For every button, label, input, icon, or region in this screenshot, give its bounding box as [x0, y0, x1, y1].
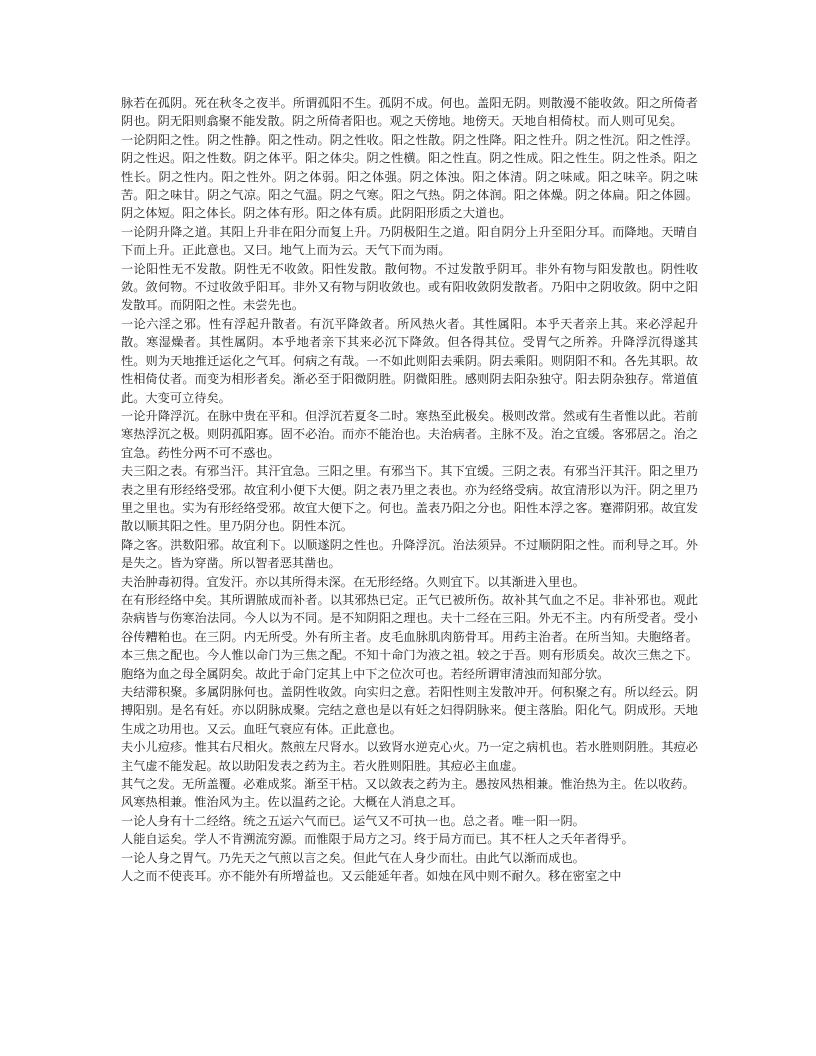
paragraph-twelve-channels: 一论人身有十二经络。统之五运六气而已。运气又不可执一也。总之者。唯一阳一阴。 — [121, 813, 585, 828]
paragraph-qi-emission: 其气之发。无所盖覆。必难成浆。渐至干枯。又以敛表之药为主。愚按风热相兼。惟治热为主。佐以收药。 — [121, 777, 695, 792]
paragraph-disperse-gather: 一论阳性无不发散。阴性无不收敛。阳性发散。散何物。不过发散乎阴耳。非外有物与阳发散也。阴性收敛。敛何物。不过收敛乎阳耳。非外又有物与阴收敛也。或有阳收敛阴发散者。乃阳中之阴收敛。阴中之阳发散耳。而阴阳之性。未尝先也。 — [121, 261, 698, 313]
paragraph-wind-cold-heat: 风寒热相兼。惟治风为主。佐以温药之论。大概在人消息之耳。 — [121, 795, 463, 810]
paragraph-pulse-float-sink: 一论升降浮沉。在脉中贵在平和。但浮沉若夏冬二时。寒热至此极矣。极则改常。然或有生者惟以此。若前寒热浮沉之极。则阴孤阳寡。固不必治。而亦不能治也。夫治病者。主脉不及。治之宜缓。客邪居之。治之宜急。药性分两不可不惑也。 — [121, 408, 698, 460]
paragraph-stomach-qi: 一论人身之胃气。乃先天之气煎以言之矣。但此气在人身少而壮。由此气以渐而成也。 — [121, 850, 585, 865]
paragraph-rise-fall: 一论阴升降之道。其阳上升非在阳分而复上升。乃阴极阳生之道。阳自阴分上升至阳分耳。而降地。天晴自下而上升。正此意也。又曰。地气上而为云。天气下而为雨。 — [121, 224, 698, 258]
paragraph-candle: 人之而不使丧耳。亦不能外有所增益也。又云能延年者。如烛在风中则不耐久。移在密室之中 — [121, 869, 622, 884]
paragraph-six-excesses: 一论六淫之邪。性有浮起升散者。有沉平降敛者。所风热火者。其性属阳。本乎天者亲上其。来必浮起升散。寒湿燥者。其性属阴。本乎地者亲下其来必沉下降敛。但各得其位。受胃气之所养。升降浮沉得遂其性。则为天地推迁运化之气耳。何病之有哉。一不如此则阳去乘阴。阴去乘阳。则阴阳不和。各先其职。故性相倚仗者。而变为相形者矣。渐必至于阳微阴胜。阴微阳胜。感则阴去阳杂独守。阳去阴杂独存。常道值此。大变可立待矣。 — [121, 316, 698, 405]
paragraph-channels-collaterals: 在有形经络中矣。其所谓脓成而补者。以其邪热已定。正气已被所伤。故补其气血之不足。非补邪也。观此杂病皆与伤寒治法同。今人以为不同。是不知阴阳之理也。夫十二经在三阳。外无不主。内有所受者。受小谷传糟粕也。在三阴。内无所受。外有所主者。皮毛血脉肌肉筋骨耳。用药主治者。在所当知。夫胞络者。本三焦之配也。今人惟以命门为三焦之配。不知十命门为液之祖。较之于吾。则有形质矣。故次三焦之下。胞络为血之母全属阴矣。故此于命门定其上中下之位次可也。若经所谓审清浊而知部分欤。 — [121, 592, 698, 681]
paragraph-three-yang-surface: 夫三阳之表。有邪当汗。其汗宜急。三阳之里。有邪当下。其下宜缓。三阴之表。有邪当汗其汗。阳之里乃表之里有形经络受邪。故宜利小便下大便。阴之表乃里之表也。亦为经络受病。故宜清形以为汗。阴之里乃里之里也。实为有形经络受邪。故宜大便下之。何也。盖表乃阳之分也。阳性本浮之客。蹇滞阴邪。故宜发散以顺其阳之性。里乃阴分也。阴性本沉。 — [121, 464, 698, 534]
paragraph-self-movement: 人能自运矣。学人不肯溯流穷源。而惟限于局方之习。终于局方而已。其不枉人之夭年者得乎。 — [121, 832, 634, 847]
paragraph-descending-guest: 降之客。洪数阳邪。故宜利下。以顺遂阴之性也。升降浮沉。治法须异。不过顺阴阳之性。而利导之耳。外是失之。皆为穿凿。所以智者恶其凿也。 — [121, 537, 698, 571]
paragraph-swelling-toxin: 夫治肿毒初得。宜发汗。亦以其所得未深。在无形经络。久则宜下。以其渐进入里也。 — [121, 574, 585, 589]
paragraph-yin-yang-nature: 一论阴阳之性。阴之性静。阳之性动。阴之性收。阳之性散。阴之性降。阳之性升。阴之性沉。阳之性浮。阴之性迟。阳之性数。阴之体平。阳之体尖。阴之性横。阳之性直。阴之性成。阳之性生。阴之性杀。阳之性长。阴之性内。阳之性外。阴之体弱。阳之体强。阴之体浊。阳之体清。阴之味咸。阳之味辛。阴之味苦。阳之味甘。阴之气凉。阳之气温。阴之气寒。阳之气热。阴之体润。阳之体燥。阴之体扁。阳之体圆。阴之体短。阳之体长。阴之体有形。阳之体有质。此阴阳形质之大道也。 — [121, 132, 698, 221]
paragraph-stagnation: 夫结滞积聚。多属阴脉何也。盖阴性收敛。向实归之意。若阳性则主发散冲开。何积聚之有。所以经云。阴搏阳别。是名有妊。亦以阴脉成聚。完结之意也是以有妊之妇得阴脉来。便主落胎。阳化气。阴成形。天地生成之功用也。又云。血旺气衰应有体。正此意也。 — [121, 685, 698, 736]
paragraph-child-pox: 夫小儿痘疹。惟其右尺相火。熬煎左尺肾水。以致肾水逆克心火。乃一定之病机也。若水胜则阴胜。其痘必主气虚不能发起。故以助阳发表之药为主。若火胜则阳胜。其痘必主血虚。 — [121, 740, 698, 773]
paragraph-orphan-yin: 脉若在孤阴。死在秋冬之夜半。所谓孤阳不生。孤阴不成。何也。盖阳无阴。则散漫不能收敛。阳之所倚者阴也。阴无阳则翕聚不能发散。阴之所倚者阳也。观之天傍地。地傍天。天地自相倚杖。而人则可见矣。 — [121, 96, 698, 129]
document-page — [121, 94, 698, 885]
